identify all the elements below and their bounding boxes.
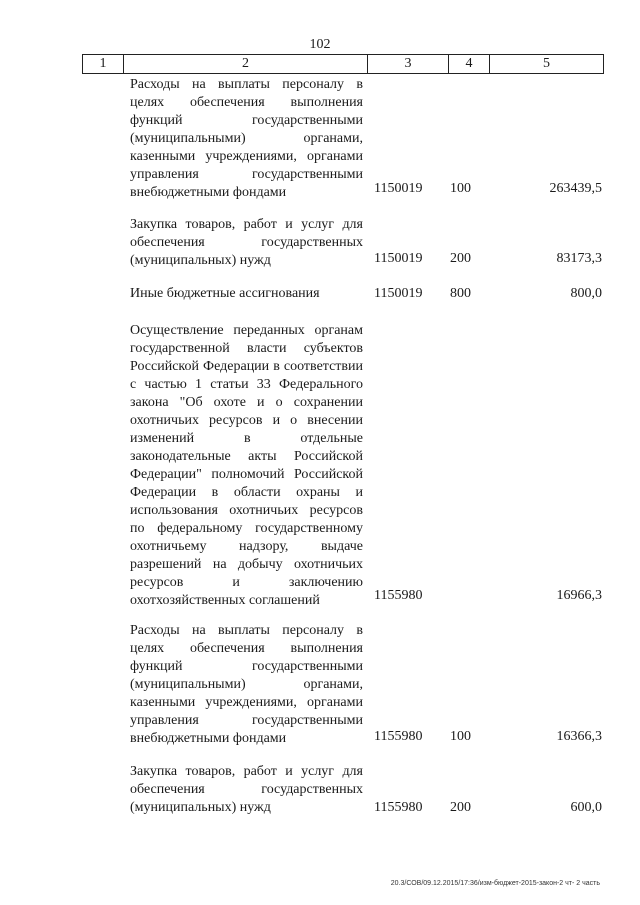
row-code: 1155980	[374, 800, 423, 815]
row-amount: 16966,3	[556, 588, 602, 603]
header-col-2: 2	[124, 55, 368, 73]
row-description: Осуществление переданных органам государственной власти субъектов Российской Федерации в соответствии с частью 1 статьи 33 Федерального закона "Об охоте и о сохранении охотничьих ресурсов и о внесении изменений в отдельные законодательные акты Российской Федерации" полномочий Российской Федерации в области охраны и использования охотничьих ресурсов по федеральному государственному охотничьему надзору, выдаче разрешений на добычу охотничьих ресурсов и заключению охотхозяйственных соглашений	[130, 323, 363, 608]
header-col-1: 1	[83, 55, 124, 73]
table-row	[82, 216, 602, 268]
row-description: Закупка товаров, работ и услуг для обеспечения государственных (муниципальных) нужд	[130, 764, 363, 815]
header-col-4: 4	[449, 55, 490, 73]
row-code: 1155980	[374, 588, 423, 603]
header-col-3: 3	[368, 55, 449, 73]
row-code: 1150019	[374, 286, 423, 301]
row-code: 1150019	[374, 251, 423, 266]
row-description: Расходы на выплаты персоналу в целях обеспечения выполнения функций государственными (муниципальными) органами, казенными учреждениями, органами управления государственными внебюджетными фондами	[130, 77, 363, 200]
row-type: 200	[450, 800, 471, 815]
header-col-5: 5	[543, 56, 550, 71]
table-row	[82, 322, 602, 608]
row-description: Расходы на выплаты персоналу в целях обеспечения выполнения функций государственными (муниципальными) органами, казенными учреждениями, органами управления государственными внебюджетными фондами	[130, 623, 363, 746]
table-row	[82, 76, 602, 198]
row-amount: 16366,3	[556, 729, 602, 744]
row-amount: 83173,3	[556, 251, 602, 266]
table-row	[82, 285, 602, 303]
table-row	[82, 763, 602, 817]
row-code: 1155980	[374, 729, 423, 744]
row-type: 800	[450, 286, 471, 301]
row-type: 100	[450, 181, 471, 196]
row-amount: 263439,5	[549, 181, 602, 196]
table-header	[82, 54, 604, 74]
row-amount: 600,0	[570, 800, 602, 815]
row-code: 1150019	[374, 181, 423, 196]
table-row	[82, 622, 602, 746]
row-amount: 800,0	[570, 286, 602, 301]
row-type: 200	[450, 251, 471, 266]
document-footer: 20.3/СОВ/09.12.2015/17:36/изм-бюджет-2015-закон-2 чт- 2 часть	[390, 880, 600, 887]
page-number: 102	[309, 37, 331, 52]
row-description: Закупка товаров, работ и услуг для обеспечения государственных (муниципальных) нужд	[130, 217, 363, 268]
row-description: Иные бюджетные ассигнования	[130, 286, 320, 301]
row-type: 100	[450, 729, 471, 744]
